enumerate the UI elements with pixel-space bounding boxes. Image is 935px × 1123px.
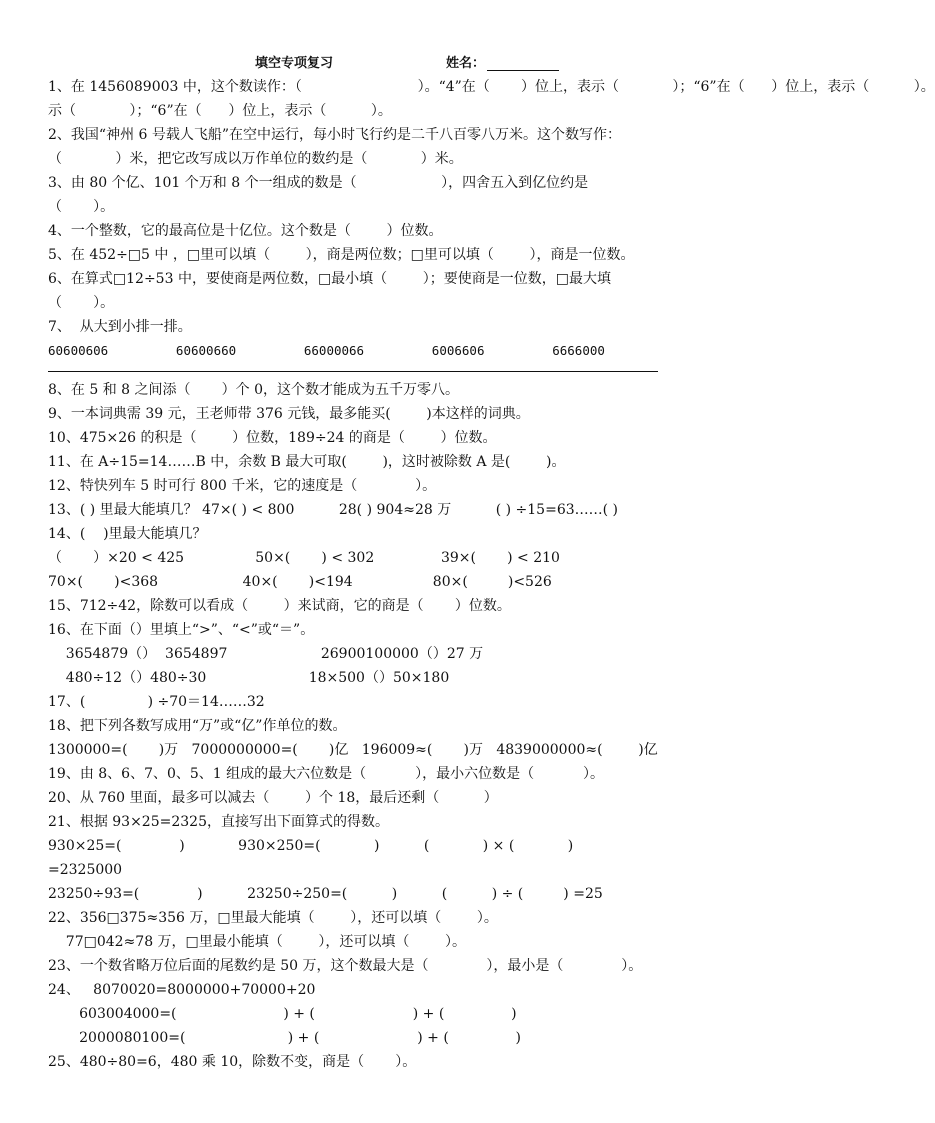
line-20: 14、( )里最大能填几？ xyxy=(48,526,207,542)
line-5: 3、由 80 个亿、101 个万和 8 个一组成的数是（ ），四舍五入到亿位约是 xyxy=(48,175,589,191)
name-blank[interactable] xyxy=(487,57,559,71)
line-25: 3654879（） 3654897 26900100000（）27 万 xyxy=(48,646,484,662)
line-14: 8、在 5 和 8 之间添（ ）个 0，这个数才能成为五千万零八。 xyxy=(48,382,460,398)
line-15: 9、一本词典需 39 元，王老师带 376 元钱，最多能买( )本这样的词典。 xyxy=(48,406,530,422)
line-11: 7、 从大到小排一排。 xyxy=(48,319,192,335)
student-name-field[interactable] xyxy=(446,52,559,71)
answer-line-separator xyxy=(48,363,658,372)
line-23: 15、712÷42，除数可以看成（ ）来试商，它的商是（ ）位数。 xyxy=(48,598,511,614)
line-38: 23、一个数省略万位后面的尾数约是 50 万，这个数最大是（ ），最小是（ ）。 xyxy=(48,958,643,974)
line-27: 17、( ) ÷70＝14……32 xyxy=(48,694,265,710)
line-33: 930×25=( ) 930×250=( ) ( ) × ( ) xyxy=(48,838,574,854)
line-7: 4、一个整数，它的最高位是十亿位。这个数是（ ）位数。 xyxy=(48,223,443,239)
line-32: 21、根据 93×25=2325，直接写出下面算式的得数。 xyxy=(48,814,389,830)
question-list xyxy=(48,75,935,1074)
line-34: =2325000 xyxy=(48,862,123,878)
line-19: 13、( ) 里最大能填几？ 47×( ) < 800 28( ) 904≈28 万 ( ) ÷15=63……( ) xyxy=(48,502,619,518)
line-24: 16、在下面（）里填上“>”、“<”或“＝”。 xyxy=(48,622,315,638)
line-4: （ ）米，把它改写成以万作单位的数约是（ ）米。 xyxy=(48,151,463,167)
line-30: 19、由 8、6、7、0、5、1 组成的最大六位数是（ ），最小六位数是（ ）。 xyxy=(48,766,605,782)
line-12: 60600606 60600660 66000066 6006606 6666000 xyxy=(48,343,605,358)
line-28: 18、把下列各数写成用“万”或“亿”作单位的数。 xyxy=(48,718,347,734)
line-22: 70×( )<368 40×( )<194 80×( )<526 xyxy=(48,574,552,590)
line-2: 示（ ）；“6”在（ ）位上，表示（ ）。 xyxy=(48,103,392,119)
line-3: 2、我国“神州 6 号载人飞船”在空中运行，每小时飞行约是二千八百零八万米。这个数写作： xyxy=(48,127,622,143)
line-9: 6、在算式□12÷53 中，要使商是两位数，□最小填（ ）；要使商是一位数，□最大填 xyxy=(48,271,611,287)
line-21: （ ）×20 < 425 50×( ) < 302 39×( ) < 210 xyxy=(48,550,560,566)
line-35: 23250÷93=( ) 23250÷250=( ) ( ) ÷ ( ) =25 xyxy=(48,886,603,902)
line-16: 10、475×26 的积是（ ）位数，189÷24 的商是（ ）位数。 xyxy=(48,430,497,446)
worksheet-header xyxy=(0,52,794,74)
name-label: 姓名： xyxy=(446,56,486,71)
line-8: 5、在 452÷□5 中 ，□里可以填（ ），商是两位数；□里可以填（ ），商是一位数。 xyxy=(48,247,635,263)
line-29: 1300000=( )万 7000000000=( )亿 196009≈( )万 4839000000≈( )亿 xyxy=(48,742,658,758)
line-41: 2000080100=( ) + ( ) + ( ) xyxy=(48,1030,521,1046)
line-42: 25、480÷80=6，480 乘 10，除数不变，商是（ ）。 xyxy=(48,1054,417,1070)
worksheet-title: 填空专项复习 xyxy=(255,56,334,71)
line-1: 1、在 1456089003 中，这个数读作：（ ）。“4”在（ ）位上，表示（ ）；“6”在（ ）位上，表示（ ）。 xyxy=(48,79,935,95)
line-26: 480÷12（）480÷30 18×500（）50×180 xyxy=(48,670,450,686)
line-6: （ ）。 xyxy=(48,199,115,215)
line-31: 20、从 760 里面，最多可以减去（ ）个 18，最后还剩（ ） xyxy=(48,790,498,806)
line-18: 12、特快列车 5 时可行 800 千米，它的速度是（ ）。 xyxy=(48,478,437,494)
line-36: 22、356□375≈356 万，□里最大能填（ ），还可以填（ ）。 xyxy=(48,910,498,926)
line-10: （ ）。 xyxy=(48,295,115,311)
line-37: 77□042≈78 万，□里最小能填（ ），还可以填（ ）。 xyxy=(48,934,466,950)
line-39: 24、 8070020=8000000+70000+20 xyxy=(48,982,316,998)
line-17: 11、在 A÷15=14……B 中，余数 B 最大可取( )，这时被除数 A 是( )。 xyxy=(48,454,566,470)
line-40: 603004000=( ) + ( ) + ( ) xyxy=(48,1006,517,1022)
